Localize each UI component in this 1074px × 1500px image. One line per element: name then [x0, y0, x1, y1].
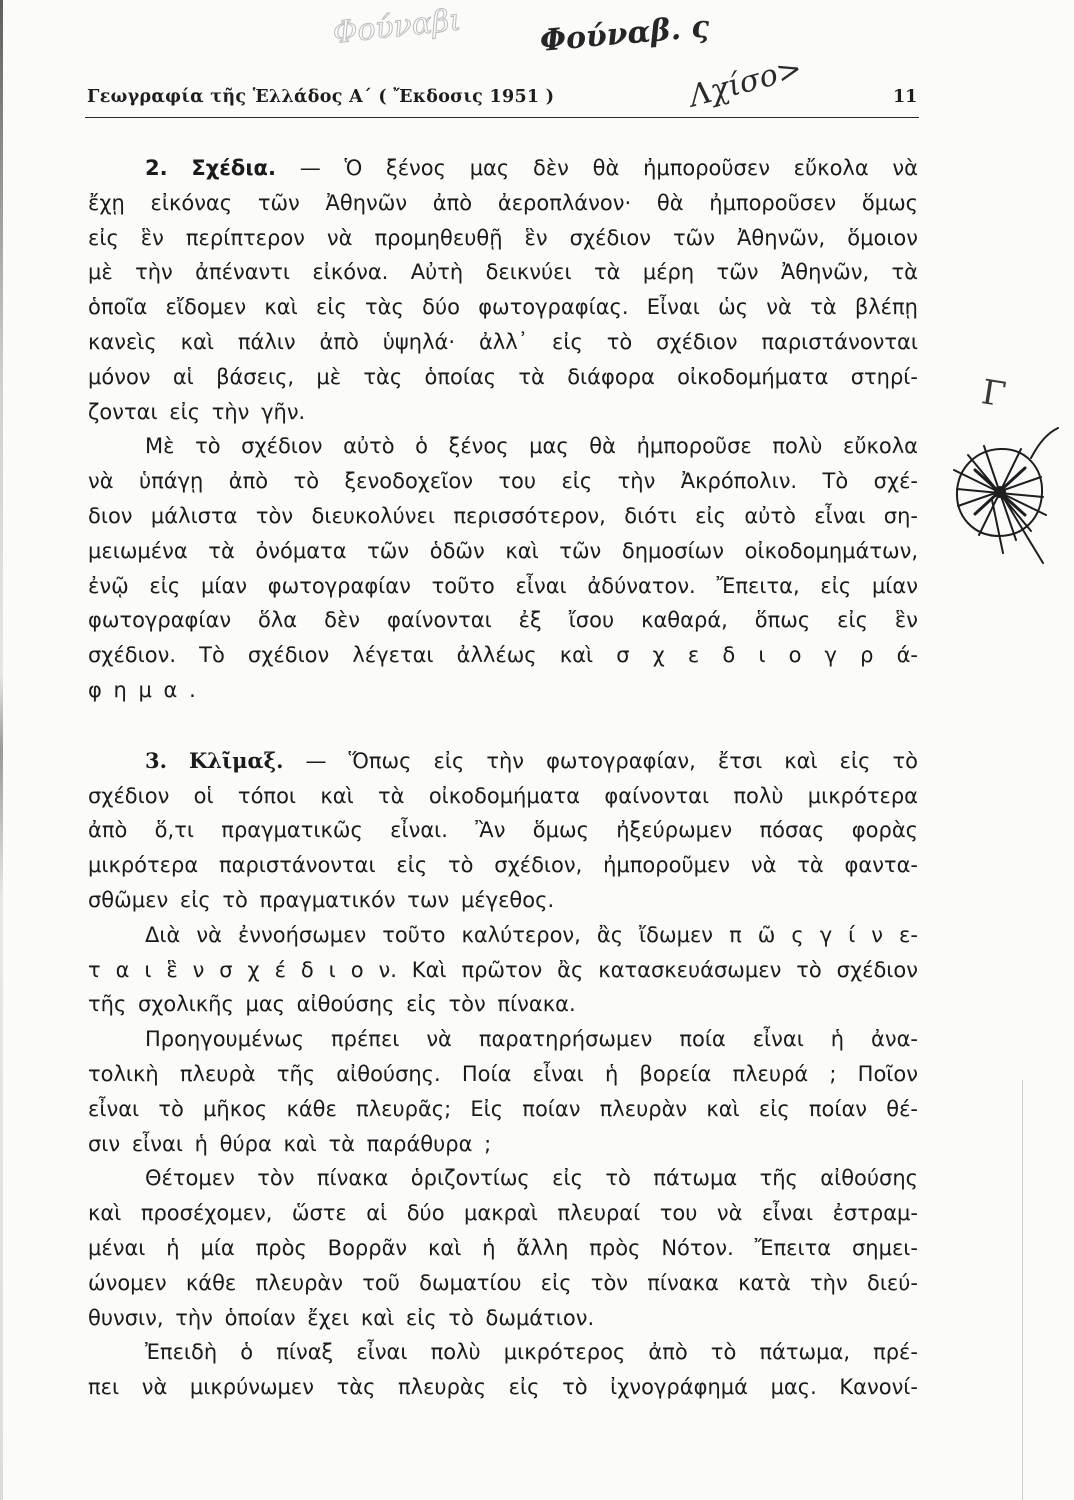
- text-line: σχέδιον οἱ τόποι καὶ τὰ οἰκοδομήματα φαίνονται πολὺ μικρότερα: [88, 783, 918, 808]
- text-line: σχέδιον. Τὸ σχέδιον λέγεται ἀλλέως καὶ σ χ ε δ ι ο γ ρ ά-: [88, 643, 918, 668]
- text-line: πει νὰ μικρύνωμεν τὰς πλευρὰς εἰς τὸ ἰχνογράφημά μας. Κανονί-: [88, 1375, 918, 1400]
- text-line: μὲ τὴν ἀπέναντι εἰκόνα. Αὐτὴ δεικνύει τὰ μέρη τῶν Ἀθηνῶν, τὰ: [88, 260, 918, 285]
- text-line: ὁποῖα εἴδομεν καὶ εἰς τὰς δύο φωτογραφίας. Εἶναι ὡς νὰ τὰ βλέπῃ: [88, 295, 918, 320]
- page-number: 11: [893, 87, 918, 107]
- handwritten-slanted-note: Λχίσο>: [685, 50, 806, 115]
- section-3-number: 3.: [145, 747, 167, 773]
- text-line: ἀπὸ ὅ,τι πραγματικῶς εἶναι. Ἂν ὅμως ἠξεύρωμεν πόσας φορὰς: [88, 818, 918, 843]
- text-line: Ἐπειδὴ ὁ πίναξ εἶναι πολὺ μικρότερος ἀπὸ τὸ πάτωμα, πρέ-: [145, 1340, 918, 1365]
- text-line: τολικὴ πλευρὰ τῆς αἰθούσης. Ποία εἶναι ἡ βορεία πλευρά ; Ποῖον: [88, 1061, 918, 1086]
- handwritten-note: Φούναβ. ς: [538, 9, 711, 59]
- text-line: μειωμένα τὰ ὀνόματα τῶν ὁδῶν καὶ τῶν δημοσίων οἰκοδομημάτων,: [88, 538, 918, 563]
- section-3-heading: Κλῖμαξ.: [189, 747, 284, 773]
- scribble-center-blot: [994, 486, 1006, 498]
- scribble-stroke: [1031, 428, 1058, 458]
- section-3-lead-text: — Ὅπως εἰς τὴν φωτογραφίαν, ἔτσι καὶ εἰς τὸ: [305, 748, 919, 773]
- text-line: σθῶμεν εἰς τὸ πραγματικόν των μέγεθος.: [88, 887, 555, 912]
- text-line: εἰς ἓν περίπτερον νὰ προμηθευθῇ ἓν σχέδιον τῶν Ἀθηνῶν, ὅμοιον: [88, 225, 918, 250]
- text-line: τ α ι ἓ ν σ χ έ δ ι ο ν. Καὶ πρῶτον ἂς κατασκευάσωμεν τὸ σχέδιον: [88, 957, 918, 982]
- handwritten-faint-note: Φούναβι: [331, 2, 463, 51]
- scribble-stroke: [992, 500, 1003, 553]
- handwritten-margin-mark: Γ: [978, 372, 1009, 416]
- text-line: ἔχῃ εἰκόνας τῶν Ἀθηνῶν ἀπὸ ἀεροπλάνον· θὰ ἠμποροῦσεν ὅμως: [88, 190, 918, 215]
- text-line: κανεὶς καὶ πάλιν ἀπὸ ὑψηλά· ἀλλ᾿ εἰς τὸ σχέδιον παριστάνονται: [88, 329, 918, 354]
- text-line: Θέτομεν τὸν πίνακα ὁριζοντίως εἰς τὸ πάτωμα τῆς αἰθούσης: [145, 1166, 918, 1191]
- text-line: φωτογραφίαν ὅλα δὲν φαίνονται ἐξ ἴσου καθαρά, ὅπως εἰς ἓν: [88, 608, 918, 633]
- running-header-title: Γεωγραφία τῆς Ἑλλάδος Α΄ ( Ἔκδοσις 1951 ): [87, 87, 555, 107]
- text-line: μέναι ἡ μία πρὸς Βορρᾶν καὶ ἡ ἄλλη πρὸς Νότον. Ἔπειτα σημει-: [88, 1235, 918, 1260]
- text-line: νὰ ὑπάγῃ ἀπὸ τὸ ξενοδοχεῖον του εἰς τὴν Ἀκρόπολιν. Τὸ σχέ-: [88, 469, 918, 494]
- text-line: ἐνῷ εἰς μίαν φωτογραφίαν τοῦτο εἶναι ἀδύνατον. Ἔπειτα, εἰς μίαν: [88, 573, 918, 598]
- text-line: Διὰ νὰ ἐννοήσωμεν τοῦτο καλύτερον, ἂς ἴδωμεν π ῶ ς γ ί ν ε-: [145, 922, 918, 947]
- text-line: ώνομεν κάθε πλευρὰν τοῦ δωματίου εἰς τὸν πίνακα κατὰ τὴν διεύ-: [88, 1270, 918, 1295]
- text-line: τῆς σχολικῆς μας αἰθούσης εἰς τὸν πίνακα.: [88, 992, 576, 1017]
- text-line: σιν εἶναι ἡ θύρα καὶ τὰ παράθυρα ;: [88, 1131, 492, 1156]
- text-line: καὶ προσέχομεν, ὥστε αἱ δύο μακραὶ πλευραί του νὰ εἶναι ἐστραμ-: [88, 1201, 918, 1226]
- text-line: εἶναι τὸ μῆκος κάθε πλευρᾶς; Εἰς ποίαν πλευρὰν καὶ εἰς ποίαν θέ-: [88, 1096, 918, 1121]
- text-line: θυνσιν, τὴν ὁποίαν ἔχει καὶ εἰς τὸ δωμάτιον.: [88, 1305, 595, 1330]
- text-line: μόνον αἱ βάσεις, μὲ τὰς ὁποίας τὰ διάφορα οἰκοδομήματα στηρί-: [88, 364, 918, 389]
- section-2-lead-text: — Ὁ ξένος μας δὲν θὰ ἠμποροῦσεν εὔκολα νὰ: [299, 156, 918, 180]
- section-2-heading: Σχέδια.: [191, 156, 276, 180]
- section-2-number: 2.: [145, 156, 168, 180]
- text-line: Προηγουμένως πρέπει νὰ παρατηρήσωμεν ποία εἶναι ἡ ἀνα-: [145, 1027, 918, 1052]
- text-line: ζονται εἰς τὴν γῆν.: [88, 399, 306, 424]
- text-line: μικρότερα παριστάνονται εἰς τὸ σχέδιον, ἠμποροῦμεν νὰ τὰ φαντα-: [88, 853, 918, 878]
- text-line: φ η μ α .: [88, 677, 196, 702]
- text-line: Μὲ τὸ σχέδιον αὐτὸ ὁ ξένος μας θὰ ἠμποροῦσε πολὺ εὔκολα: [145, 434, 918, 459]
- star-scribble-icon: [954, 428, 1058, 563]
- text-line: διον μάλιστα τὸν διευκολύνει περισσότερον, διότι εἰς αὐτὸ εἶναι ση-: [88, 503, 918, 528]
